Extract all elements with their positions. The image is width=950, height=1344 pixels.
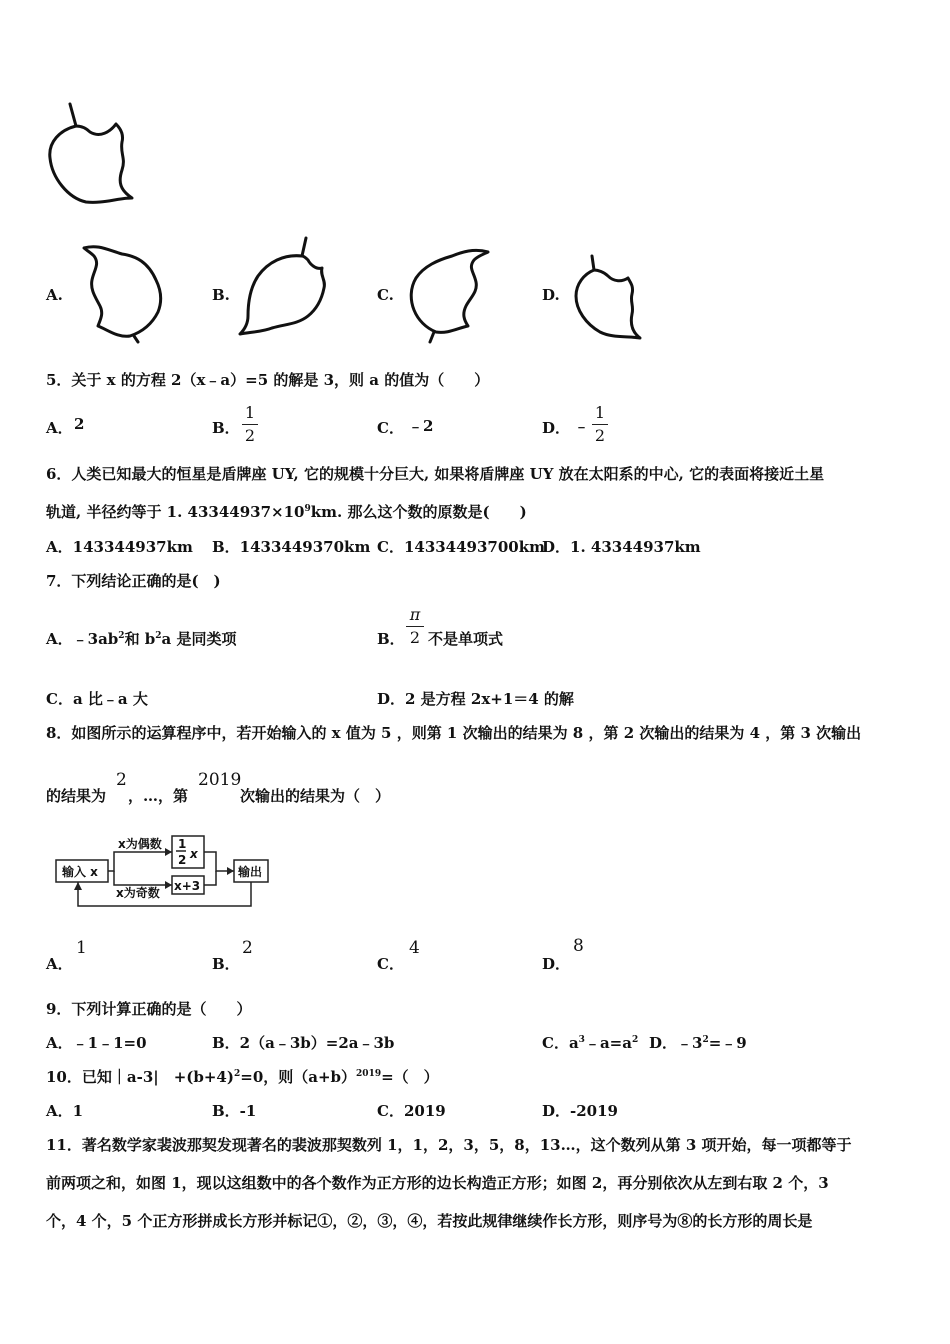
q5-option-c-label[interactable]: C．	[377, 419, 404, 437]
q8-option-a-value[interactable]: 1	[76, 938, 87, 958]
flow-line-out1	[204, 852, 234, 871]
q9-d-post: =﹣9	[708, 1034, 747, 1052]
q6-option-c[interactable]: C．14334493700km	[377, 538, 546, 556]
q10-stem-mid: =0，则（a+b）	[240, 1068, 357, 1086]
q5-stem: 5．关于 x 的方程 2（x﹣a）=5 的解是 3，则 a 的值为（ ）	[46, 371, 490, 389]
q5-b-numerator: 1	[244, 403, 256, 422]
q7-a-mid: 和 b	[124, 630, 156, 648]
q10-option-a[interactable]: A．1	[46, 1102, 84, 1120]
q7-option-a[interactable]	[46, 628, 237, 649]
flow-even-label: x为偶数	[118, 837, 162, 851]
flow-half-box	[172, 836, 204, 868]
q4-option-c-label[interactable]: C.	[377, 286, 394, 304]
q10-option-b[interactable]: B．-1	[212, 1102, 257, 1120]
q10-stem-post: =（ ）	[381, 1068, 439, 1086]
q6-option-d[interactable]: D．1. 43344937km	[542, 538, 701, 556]
q9-option-c[interactable]	[542, 1032, 638, 1053]
q10-option-c[interactable]: C．2019	[377, 1102, 446, 1120]
leaf-option-b-figure	[234, 232, 334, 340]
q5-option-c-value[interactable]: ﹣2	[408, 417, 434, 435]
q7-a-pre: A．﹣3ab	[46, 630, 119, 648]
q8-option-d-label[interactable]: D．	[542, 955, 571, 973]
q8-line2-pre: 的结果为	[46, 787, 107, 805]
q9-d-exp: 2	[702, 1035, 709, 1045]
q5-option-a-value[interactable]: 2	[74, 415, 85, 433]
q6-line2-post: km. 那么这个数的原数是( )	[310, 503, 527, 521]
q7-option-c[interactable]: C．a 比﹣a 大	[46, 690, 148, 708]
q7-a-exp2: 2	[155, 631, 162, 641]
q7-b-denominator: 2	[409, 628, 421, 647]
flow-input-text: 输入 x	[62, 865, 98, 879]
q4-option-b-label[interactable]: B.	[212, 286, 230, 304]
q7-stem: 7．下列结论正确的是( )	[46, 572, 221, 590]
leaf-option-a-figure	[78, 240, 168, 345]
q8-line2-post: 次输出的结果为（ ）	[240, 787, 391, 805]
q6-option-a[interactable]: A．143344937km	[46, 538, 193, 556]
q7-option-b-fraction[interactable]	[406, 606, 424, 647]
q8-option-a-label[interactable]: A．	[46, 955, 73, 973]
q6-stem-line2	[46, 501, 527, 522]
q9-stem: 9．下列计算正确的是（ ）	[46, 1000, 252, 1018]
leaf-original-figure	[40, 98, 150, 208]
q4-option-d-label[interactable]: D.	[542, 286, 560, 304]
q6-stem-line1: 6．人类已知最大的恒星是盾牌座 UY, 它的规模十分巨大, 如果将盾牌座 UY 放在太阳系的中心, 它的表面将接近土星	[46, 465, 825, 483]
q11-stem-line3: 个，4 个，5 个正方形拼成长方形并标记①，②，③，④，若按此规律继续作长方形，则序号为⑧的长方形的周长是	[46, 1212, 813, 1230]
flow-odd-label: x为奇数	[116, 886, 160, 900]
flow-line-even	[108, 852, 172, 871]
q9-option-d[interactable]	[649, 1032, 747, 1053]
q10-stem-exp1: 2	[233, 1069, 241, 1079]
q7-a-exp1: 2	[118, 631, 125, 641]
q5-d-denominator: 2	[594, 426, 606, 445]
q6-option-b[interactable]: B．1433449370km	[212, 538, 371, 556]
q6-line2-exponent: 9	[304, 504, 311, 514]
q5-option-d-sign: ﹣	[574, 417, 590, 435]
q11-stem-line2: 前两项之和，如图 1，现以这组数中的各个数作为正方形的边长构造正方形；如图 2，再分别依次从左到右取 2 个，3	[46, 1174, 829, 1192]
flow-output-text: 输出	[238, 865, 263, 879]
flow-half-x: x	[190, 847, 198, 861]
q8-line2-n: 2019	[198, 770, 242, 790]
q8-stem-line1: 8．如图所示的运算程序中，若开始输入的 x 值为 5 ，则第 1 次输出的结果为 8 ，第 2 次输出的结果为 4 ，第 3 次输出	[46, 724, 862, 742]
q5-option-a-label[interactable]: A．	[46, 419, 73, 437]
q5-option-d-label[interactable]: D．	[542, 419, 571, 437]
q10-option-d[interactable]: D．-2019	[542, 1102, 618, 1120]
q7-a-post: a 是同类项	[161, 630, 237, 648]
q10-stem	[46, 1066, 439, 1087]
q5-option-d-fraction[interactable]	[592, 404, 608, 445]
q5-option-b-fraction[interactable]	[242, 404, 258, 445]
q8-flowchart	[50, 830, 280, 915]
q8-option-c-label[interactable]: C．	[377, 955, 404, 973]
q7-option-d[interactable]: D．2 是方程 2x+1＝4 的解	[377, 690, 574, 708]
q5-d-numerator: 1	[594, 403, 606, 422]
q5-option-b-label[interactable]: B．	[212, 419, 240, 437]
leaf-option-c-figure	[404, 244, 494, 344]
q8-line2-mid: ，…，第	[128, 787, 189, 805]
q8-option-d-value[interactable]: 8	[573, 936, 584, 956]
q9-c-pre: C．a	[542, 1034, 579, 1052]
q9-c-mid: ﹣a=a	[584, 1034, 632, 1052]
leaf-option-d-figure	[570, 252, 650, 344]
q8-option-c-value[interactable]: 4	[409, 938, 420, 958]
flow-half-num: 1	[178, 837, 187, 851]
q9-c-exp1: 3	[578, 1035, 585, 1045]
q9-option-b[interactable]: B．2（a﹣3b）=2a﹣3b	[212, 1034, 395, 1052]
flow-line-out2	[204, 871, 216, 885]
q5-b-denominator: 2	[244, 426, 256, 445]
q8-line2-value: 2	[116, 770, 127, 790]
q7-option-b-label[interactable]: B．	[377, 630, 405, 648]
q7-b-numerator: π	[409, 605, 421, 624]
q10-stem-pre: 10．已知｜a-3| +(b+4)	[46, 1068, 234, 1086]
flow-line-odd	[114, 871, 172, 885]
q9-d-pre: D．﹣3	[649, 1034, 703, 1052]
q9-c-exp2: 2	[631, 1035, 639, 1045]
q7-option-b-text: 不是单项式	[428, 630, 504, 648]
q11-stem-line1: 11．著名数学家裴波那契发现著名的裴波那契数列 1，1，2，3，5，8，13…，这个数列从第 3 项开始，每一项都等于	[46, 1136, 852, 1154]
q10-stem-exp2: 2019	[356, 1069, 382, 1079]
flow-half-den: 2	[178, 853, 187, 867]
q6-line2-pre: 轨道, 半径约等于 1. 43344937×10	[46, 503, 305, 521]
flow-plus3-text: x+3	[174, 879, 201, 893]
q8-option-b-label[interactable]: B．	[212, 955, 240, 973]
q4-option-a-label[interactable]: A.	[46, 286, 63, 304]
q9-option-a[interactable]: A．﹣1﹣1=0	[46, 1034, 147, 1052]
q8-option-b-value[interactable]: 2	[242, 938, 253, 958]
